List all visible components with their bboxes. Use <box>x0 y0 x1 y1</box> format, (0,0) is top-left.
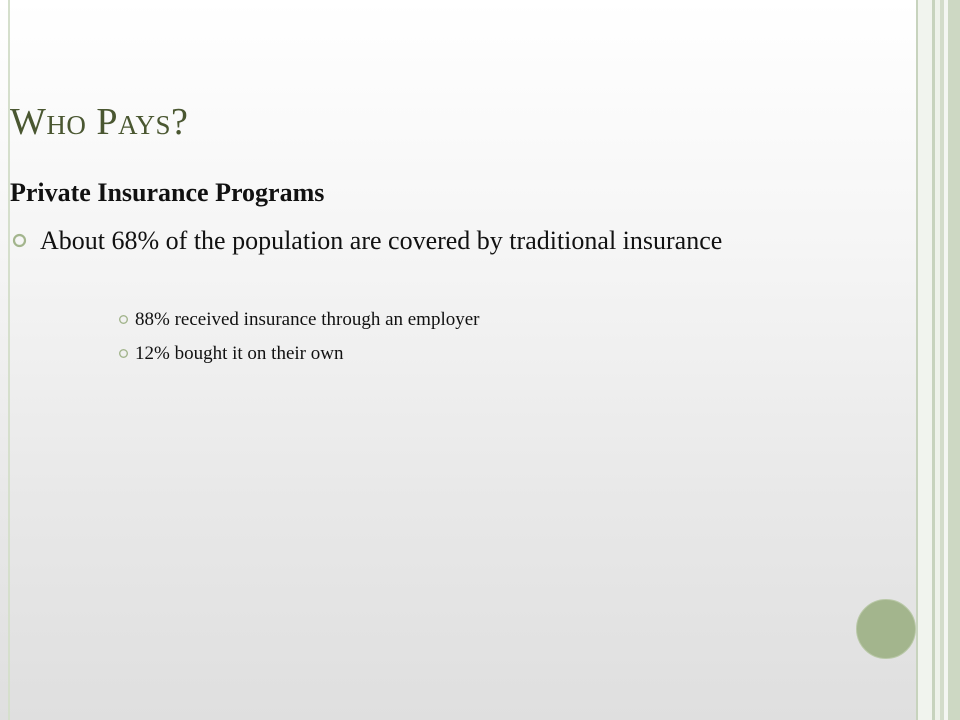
bullet-item: About 68% of the population are covered by traditional insurance <box>40 226 723 255</box>
sub-bullet-item: 88% received insurance through an employer <box>135 309 480 330</box>
hollow-circle-bullet-icon <box>12 233 27 248</box>
sub-bullet-item: 12% bought it on their own <box>135 343 344 364</box>
right-decorative-stripes <box>916 0 960 720</box>
slide-subtitle: Private Insurance Programs <box>10 178 325 207</box>
green-circle-decoration-icon <box>856 599 916 659</box>
small-hollow-circle-bullet-icon <box>118 314 129 325</box>
small-hollow-circle-bullet-icon <box>118 348 129 359</box>
slide-title: Who Pays? <box>10 101 189 143</box>
